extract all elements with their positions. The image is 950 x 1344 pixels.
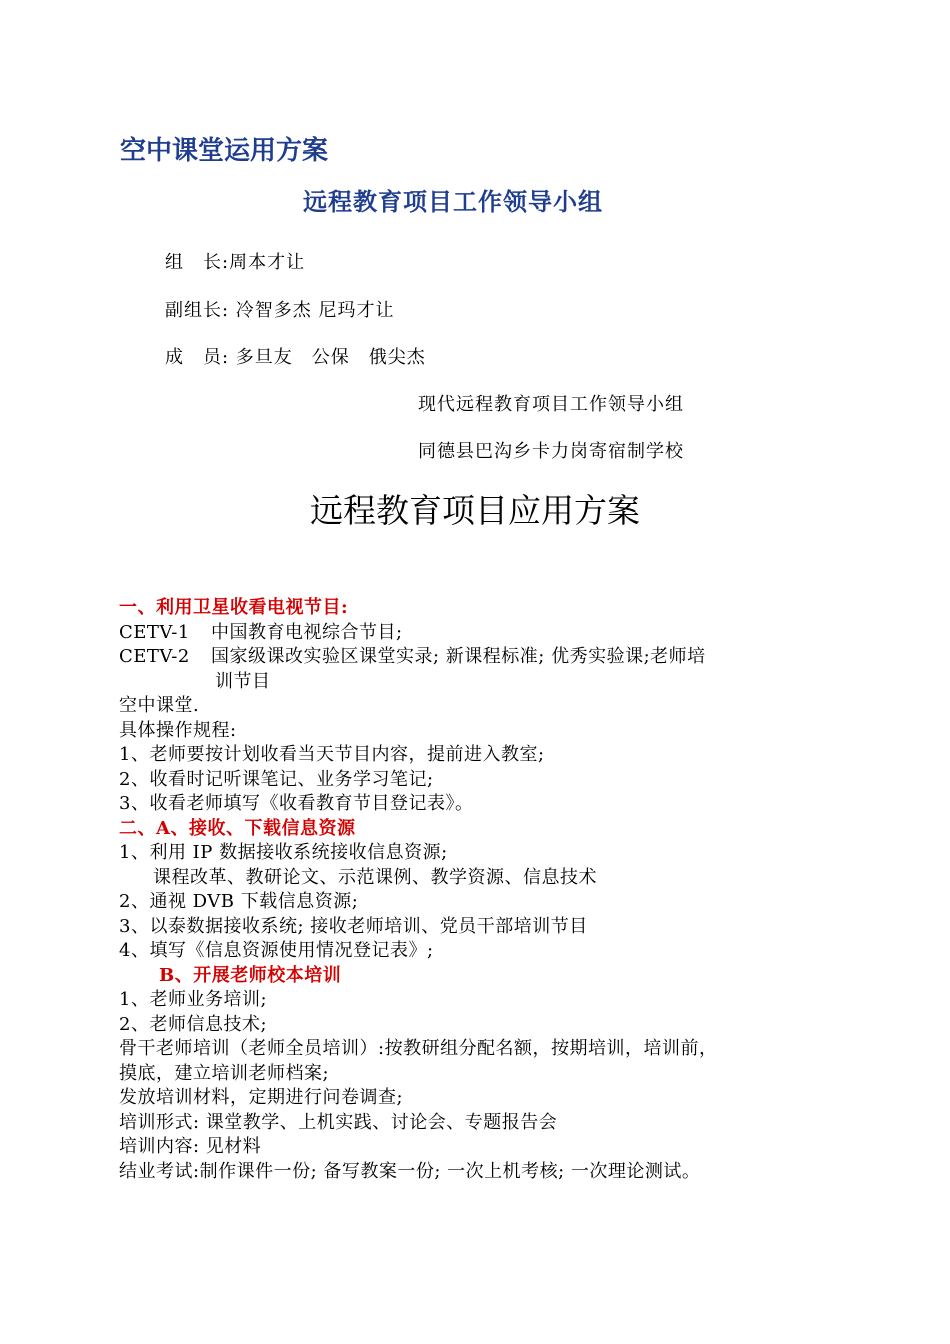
list-item: 培训内容: 见材料	[119, 1136, 262, 1157]
list-item: 1、老师要按计划收看当天节目内容，提前进入教室;	[119, 744, 545, 765]
list-item: 摸底，建立培训老师档案;	[119, 1062, 330, 1084]
channel-code: CETV-2	[119, 646, 190, 667]
document-body	[119, 596, 849, 1184]
list-item	[119, 621, 849, 646]
list-item: 发放培训材料，定期进行问卷调查;	[119, 1087, 404, 1108]
section-heading: B、开展老师校本培训	[159, 964, 342, 986]
list-item-continuation: 课程改革、教研论文、示范课例、教学资源、信息技术	[153, 866, 597, 888]
list-item	[119, 645, 849, 670]
channel-desc: 中国教育电视综合节目;	[211, 621, 403, 643]
signature-school: 同德县巴沟乡卡力岗寄宿制学校	[418, 441, 684, 462]
document-title: 远程教育项目应用方案	[310, 491, 640, 530]
channel-desc: 国家级课改实验区课堂实录; 新课程标准; 优秀实验课;老师培	[211, 646, 706, 667]
list-item: 4、填写《信息资源使用情况登记表》;	[119, 940, 434, 961]
list-item-continuation: 训节目	[215, 670, 271, 692]
list-item: 培训形式: 课堂教学、上机实践、讨论会、专题报告会	[119, 1111, 558, 1133]
list-item: 2、老师信息技术;	[119, 1013, 268, 1035]
list-item: 具体操作规程:	[119, 719, 237, 741]
list-item: 空中课堂.	[119, 695, 200, 716]
member-staff: 成 员: 多旦友 公保 俄尖杰	[165, 347, 426, 368]
page-subtitle: 远程教育项目工作领导小组	[303, 187, 603, 216]
page-title: 空中课堂运用方案	[120, 136, 329, 166]
list-item: 1、老师业务培训;	[119, 989, 268, 1010]
list-item: 结业考试:制作课件一份; 备写教案一份; 一次上机考核; 一次理论测试。	[119, 1160, 701, 1182]
list-item: 2、通视 DVB 下载信息资源;	[119, 891, 359, 912]
section-heading: 一、利用卫星收看电视节目:	[119, 597, 349, 618]
signature-group: 现代远程教育项目工作领导小组	[418, 394, 684, 415]
member-deputy: 副组长: 冷智多杰 尼玛才让	[165, 300, 395, 321]
list-item: 2、收看时记听课笔记、业务学习笔记;	[119, 768, 434, 790]
section-heading: 二、A、接收、下载信息资源	[119, 817, 356, 839]
list-item: 3、收看老师填写《收看教育节目登记表》。	[119, 793, 474, 814]
channel-code: CETV-1	[119, 621, 190, 643]
list-item: 3、以泰数据接收系统; 接收老师培训、党员干部培训节目	[119, 915, 588, 937]
member-leader: 组 长:周本才让	[165, 252, 306, 273]
list-item: 1、利用 IP 数据接收系统接收信息资源;	[119, 842, 448, 863]
list-item: 骨干老师培训（老师全员培训）:按教研组分配名额，按期培训，培训前，	[119, 1038, 718, 1059]
